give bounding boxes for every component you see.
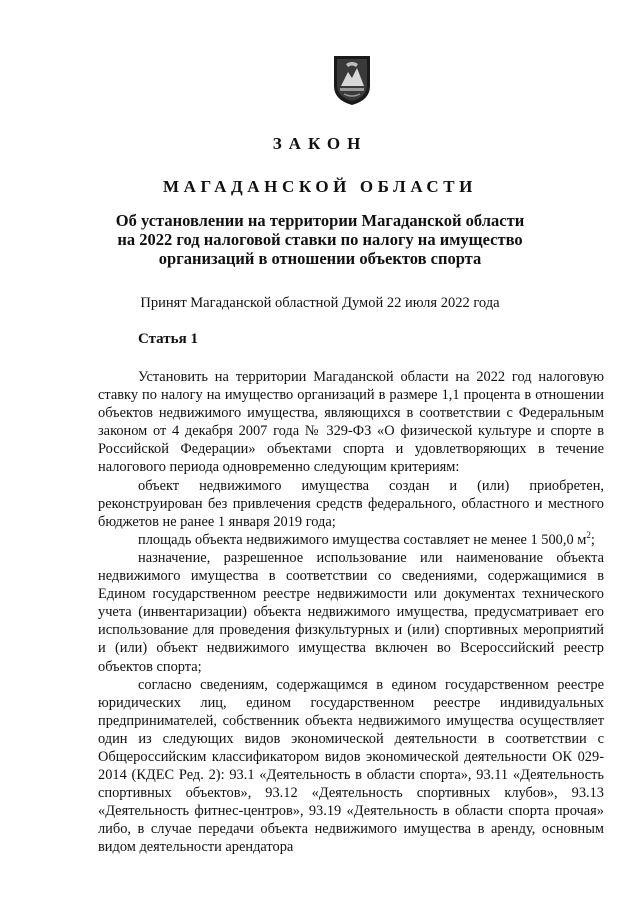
paragraph: согласно сведениям, содержащимся в едином государственном реестре юридических лиц, едином государственном реестре индивидуальных предпринимателей, собственник объекта недвижимого имущества осуществляет один из следующих видов экономической деятельности в соответствии с Общероссийским классификатором видов экономической деятельности ОК 029-2014 (КДЕС Ред. 2): 93.1 «Деятельность в области спорта», 93.11 «Деятельность спортивных объектов», 93.12 «Деятельность спортивных клубов», 93.13 «Деятельность фитнес-центров», 93.19 «Деятельность в области спорта прочая» либо, в случае передачи объекта недвижимого имущества в аренду, основным видом деятельности арендатора [98, 676, 604, 856]
paragraph: назначение, разрешенное использование или наименование объекта недвижимого имущества в соответствии со сведениями, содержащимися в Едином государственном реестре недвижимости или документах технического учета (инвентаризации) объекта недвижимого имущества, предусматривает его использование для проведения физкультурных и (или) спортивных мероприятий и (или) объект недвижимого имущества включен во Всероссийский реестр объектов спорта; [98, 549, 604, 675]
paragraph [98, 531, 604, 549]
paragraph: Установить на территории Магаданской области на 2022 год налоговую ставку по налогу на имущество организаций в размере 1,1 процента в отношении объектов недвижимого имущества, являющихся в соответствии с Федеральным законом от 4 декабря 2007 года № 329-ФЗ «О физической культуре и спорте в Российской Федерации» объектами спорта и удовлетворяющих в течение налогового периода одновременно следующим критериям: [98, 369, 604, 476]
subject-line: Об установлении на территории Магаданской области [115, 211, 525, 230]
coat-of-arms-icon [332, 54, 372, 106]
paragraph: объект недвижимого имущества создан и (или) приобретен, реконструирован без привлечения средств федерального, областного и местного бюджетов не ранее 1 января 2019 года; [98, 477, 604, 530]
paragraph-suffix: ; [590, 531, 595, 548]
law-subject [80, 211, 560, 268]
region-title: МАГАДАНСКОЙ ОБЛАСТИ [162, 177, 477, 196]
article-body [98, 368, 604, 857]
adoption-note: Принят Магаданской областной Думой 22 июля 2022 года [140, 295, 500, 311]
paragraph-text: площадь объекта недвижимого имущества составляет не менее 1 500,0 м [138, 531, 587, 548]
subject-line: на 2022 год налоговой ставки по налогу на имущество [117, 230, 523, 249]
article-heading: Статья 1 [138, 331, 198, 347]
law-title: ЗАКОН [272, 134, 368, 153]
subject-line: организаций в отношении объектов спорта [158, 249, 482, 268]
area-unit-superscript: 2 [586, 530, 591, 541]
